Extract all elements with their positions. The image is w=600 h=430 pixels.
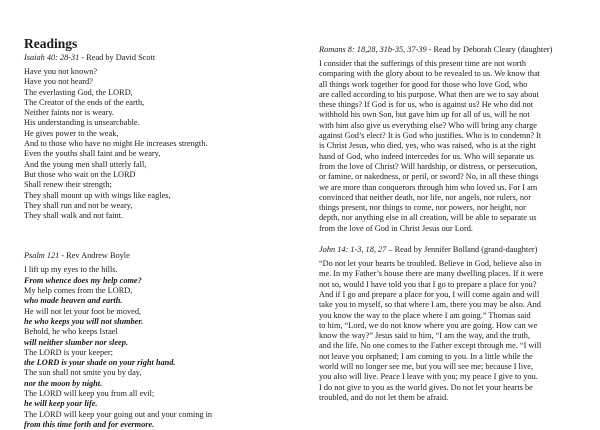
isaiah-reference bbox=[24, 52, 294, 63]
prose-line: with him also give us everything else? Who will bring any charge bbox=[319, 120, 537, 130]
response-line: From whence does my help come? bbox=[24, 275, 142, 285]
prose-line: not leave you orphaned; I am coming to you. In a little while the bbox=[319, 351, 533, 361]
prose-line: me. In my Father’s house there are many dwelling places. If it were bbox=[319, 269, 544, 279]
verse-line: And the young men shall utterly fall, bbox=[24, 159, 147, 169]
leader-line: My help comes from the LORD, bbox=[24, 286, 133, 296]
prose-line: take you to myself, so that where I am, there you may be also. And bbox=[319, 300, 541, 310]
leader-line: I lift up my eyes to the hills. bbox=[24, 265, 118, 275]
left-page bbox=[0, 0, 300, 429]
leader-line: The LORD will keep you from all evil; bbox=[24, 389, 155, 399]
romans-reading bbox=[319, 59, 594, 234]
prose-line: depth, nor anything else in all creation, will be able to separate us bbox=[319, 213, 537, 223]
verse-line: The Creator of the ends of the earth, bbox=[24, 97, 145, 107]
prose-line: things present, nor things to come, nor powers, nor height, nor bbox=[319, 203, 526, 213]
verse-line: Have you not known? bbox=[24, 67, 98, 76]
john-reading bbox=[319, 259, 594, 403]
leader-line: The LORD is your keeper; bbox=[24, 347, 113, 357]
verse-line: His understanding is unsearchable. bbox=[24, 118, 140, 128]
isaiah-reading bbox=[24, 67, 294, 221]
prose-line: hand of God, who indeed intercedes for us. Who will separate us bbox=[319, 151, 534, 161]
prose-line: comparing with the glory about to be revealed to us. We know that bbox=[319, 69, 541, 79]
verse-line: He gives power to the weak, bbox=[24, 128, 119, 138]
verse-line: Shall renew their strength; bbox=[24, 180, 112, 190]
prose-line: not so, would I have told you that I go to prepare a place for you? bbox=[319, 279, 537, 289]
prose-line: are called according to his purpose. What then are we to say about bbox=[319, 89, 539, 99]
response-line: nor the moon by night. bbox=[24, 378, 103, 388]
leader-line: The LORD will keep your going out and your coming in bbox=[24, 409, 213, 419]
john-reference bbox=[319, 244, 594, 255]
prose-line: all things work together for good for those who love God, who bbox=[319, 79, 528, 89]
response-line: who made heaven and earth. bbox=[24, 296, 123, 306]
prose-line: I do not give to you as the world gives. Do not let your hearts be bbox=[319, 382, 533, 392]
prose-line: these things? If God is for us, who is against us? He who did not bbox=[319, 100, 534, 110]
prose-line: from the love of Christ? Will hardship, or distress, or persecution, bbox=[319, 161, 538, 171]
prose-line: “Do not let your hearts be troubled. Believe in God, believe also in bbox=[319, 259, 542, 269]
psalm-reference bbox=[24, 250, 294, 261]
prose-line: from the love of God in Christ Jesus our Lord. bbox=[319, 223, 473, 233]
prose-line: troubled, and do not let them be afraid. bbox=[319, 392, 449, 402]
verse-line: They shall walk and not faint. bbox=[24, 211, 124, 221]
prose-line: you also will live. Peace I leave with you; my peace I give to you. bbox=[319, 372, 538, 382]
prose-line: we are more than conquerors through him who loved us. For I am bbox=[319, 182, 538, 192]
response-line: will neither slumber nor sleep. bbox=[24, 337, 128, 347]
prose-line: convinced that neither death, nor life, nor angels, nor rulers, nor bbox=[319, 192, 531, 202]
psalm-citation: Psalm 121 bbox=[24, 251, 60, 261]
prose-line: withhold his own Son, but gave him up for all of us, will he not bbox=[319, 110, 530, 120]
psalm-reading bbox=[24, 265, 294, 430]
response-line: he will keep your life. bbox=[24, 399, 98, 409]
response-line: he who keeps you will not slumber. bbox=[24, 316, 144, 326]
prose-line: or famine, or nakedness, or peril, or sword? No, in all these things bbox=[319, 172, 539, 182]
page-title: Readings bbox=[24, 36, 78, 51]
prose-line: And if I go and prepare a place for you, I will come again and will bbox=[319, 289, 540, 299]
response-line: from this time forth and for evermore. bbox=[24, 419, 155, 429]
verse-line: And to those who have no might He increases strength. bbox=[24, 139, 208, 149]
verse-line: But those who wait on the LORD bbox=[24, 169, 136, 179]
right-page bbox=[300, 0, 600, 425]
section-gap bbox=[24, 221, 294, 250]
section-gap bbox=[319, 234, 594, 244]
verse-line: They shall run and not be weary, bbox=[24, 200, 133, 210]
isaiah-citation: Isaiah 40: 28-31 bbox=[24, 53, 80, 62]
romans-reference bbox=[319, 44, 594, 55]
psalm-reader: - Rev Andrew Boyle bbox=[59, 251, 130, 261]
leader-line: Behold, he who keeps Israel bbox=[24, 327, 118, 337]
verse-line: Have you not heard? bbox=[24, 77, 93, 87]
response-line: the LORD is your shade on your right hand. bbox=[24, 358, 176, 368]
romans-citation: Romans 8: 18,28, 31b-35, 37-39 bbox=[319, 45, 427, 54]
romans-reader: - Read by Deborah Cleary (daughter) bbox=[426, 45, 553, 54]
prose-line: and the life. No one comes to the Father except through me. “I will bbox=[319, 341, 542, 351]
verse-line: They shall mount up with wings like eagles, bbox=[24, 190, 171, 200]
prose-line: is Christ Jesus, who died, yes, who was raised, who is at the right bbox=[319, 141, 536, 151]
prose-line: world will no longer see me, but you will see me; because I live, bbox=[319, 362, 534, 372]
prose-line: know the way?” Jesus said to him, “I am the way, and the truth, bbox=[319, 331, 530, 341]
john-citation: John 14: 1-3, 18, 27 bbox=[319, 245, 387, 255]
prose-line: against God’s elect? It is God who justifies. Who is to condemn? It bbox=[319, 131, 542, 141]
prose-line: to him, “Lord, we do not know where you are going. How can we bbox=[319, 320, 538, 330]
isaiah-reader: - Read by David Scott bbox=[79, 53, 156, 62]
leader-line: The sun shall not smite you by day, bbox=[24, 368, 142, 378]
verse-line: The everlasting God, the LORD, bbox=[24, 87, 133, 97]
leader-line: He will not let your foot be moved, bbox=[24, 306, 142, 316]
prose-line: I consider that the sufferings of this present time are not worth bbox=[319, 59, 526, 68]
prose-line: you know the way to the place where I am going.” Thomas said bbox=[319, 310, 531, 320]
verse-line: Even the youths shall faint and be weary, bbox=[24, 149, 161, 159]
john-reader: – Read by Jennifer Bolland (grand-daughter) bbox=[386, 245, 538, 255]
verse-line: Neither faints nor is weary. bbox=[24, 108, 115, 118]
